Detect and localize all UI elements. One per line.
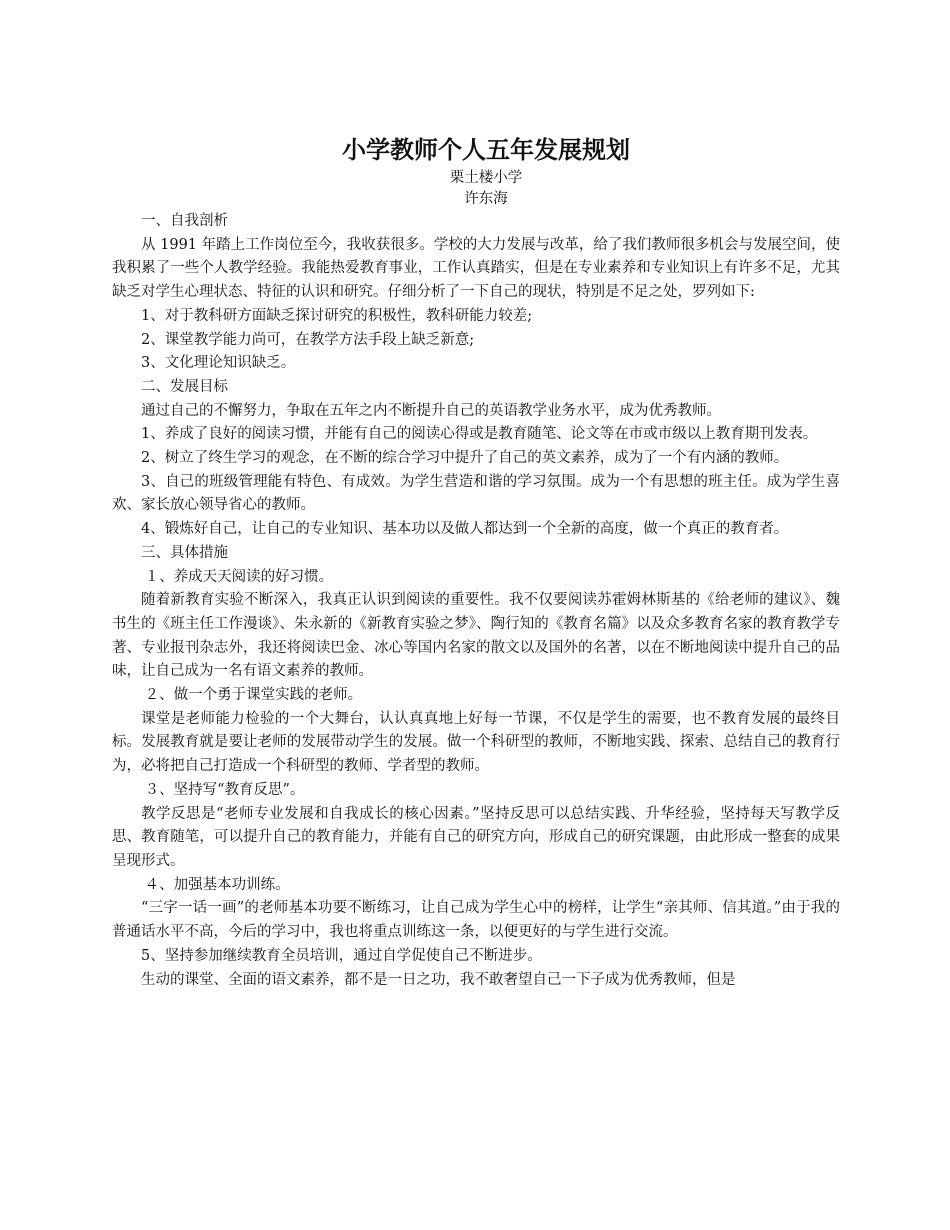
measure-text: “三字一话一画”的老师基本功要不断练习，让自己成为学生心中的榜样，让学生“亲其师、信其道。”由于我的普通话水平不高，今后的学习中，我也将重点训练这一条，以便更好的与学生进行交流。 [112,900,840,941]
goal-item: 4、锻炼好自己，让自己的专业知识、基本功以及做人都达到一个全新的高度，做一个真正的教育者。 [141,521,789,538]
document-page [112,132,840,992]
goal-item: 3、自己的班级管理能有特色、有成效。为学生营造和谐的学习氛围。成为一个有思想的班主任。成为学生喜欢、家长放心领导省心的教师。 [112,473,840,514]
section-heading: 二、发展目标 [141,378,228,395]
measure-text: 教学反思是“老师专业发展和自我成长的核心因素。”坚持反思可以总结实践、升华经验，坚持每天写教学反思、教育随笔，可以提升自己的教育能力，并能有自己的研究方向，形成自己的研究课题，由此形成一整套的成果呈现形式。 [112,805,840,869]
measure-title: ４、加强基本功训练。 [144,876,290,893]
list-item: 1、对于教科研方面缺乏探讨研究的积极性，教科研能力较差; [141,307,533,324]
paragraph: 通过自己的不懈努力，争取在五年之内不断提升自己的英语教学业务水平，成为优秀教师。 [141,402,721,419]
measure-title: 5、坚持参加继续教育全员培训，通过自学促使自己不断进步。 [141,947,542,964]
list-item: 3、文化理论知识缺乏。 [141,355,296,372]
school-name: 栗土楼小学 [449,170,523,186]
measure-title: ２、做一个勇于课堂实践的老师。 [144,687,363,704]
document-body [112,210,840,992]
goal-item: 2、树立了终生学习的观念，在不断的综合学习中提升了自己的英文素养，成为了一个有内涵的教师。 [141,450,789,467]
goal-item: 1、养成了良好的阅读习惯，并能有自己的阅读心得或是教育随笔、论文等在市或市级以上教育期刊发表。 [141,426,818,443]
paragraph: 从 1991 年踏上工作岗位至今，我收获很多。学校的大力发展与改革，给了我们教师很多机会与发展空间，使我积累了一些个人教学经验。我能热爱教育事业，工作认真踏实，但是在专业素养和专业知识上有许多不足，尤其缺乏对学生心理状态、特征的认识和研究。仔细分析了一下自己的现状，特别是不足之处，罗列如下: [112,236,840,301]
document-title: 小学教师个人五年发展规划 [342,135,630,164]
section-heading: 三、具体措施 [141,544,228,561]
list-item: 2、课堂教学能力尚可，在教学方法手段上缺乏新意; [141,331,475,348]
measure-title: ３、坚持写“教育反思”。 [144,781,305,798]
measure-title: １、养成天天阅读的好习惯。 [144,568,334,585]
section-heading: 一、自我剖析 [141,213,228,229]
measure-text: 生动的课堂、全面的语文素养，都不是一日之功，我不敢奢望自己一下子成为优秀教师，但是 [141,971,736,988]
author-name: 许东海 [464,191,508,207]
measure-text: 随着新教育实验不断深入，我真正认识到阅读的重要性。我不仅要阅读苏霍姆林斯基的《给老师的建议》、魏书生的《班主任工作漫谈》、朱永新的《新教育实验之梦》、陶行知的《教育名篇》以及众多教育名家的教育教学专著、专业报刊杂志外，我还将阅读巴金、冰心等国内名家的散文以及国外的名著，以在不断地阅读中提升自己的品味，让自己成为一名有语文素养的教师。 [112,592,840,680]
measure-text: 课堂是老师能力检验的一个大舞台，认认真真地上好每一节课，不仅是学生的需要，也不教育发展的最终目标。发展教育就是要让老师的发展带动学生的发展。做一个科研型的教师，不断地实践、探索、总结自己的教育行为，必将把自己打造成一个科研型的教师、学者型的教师。 [112,710,840,775]
